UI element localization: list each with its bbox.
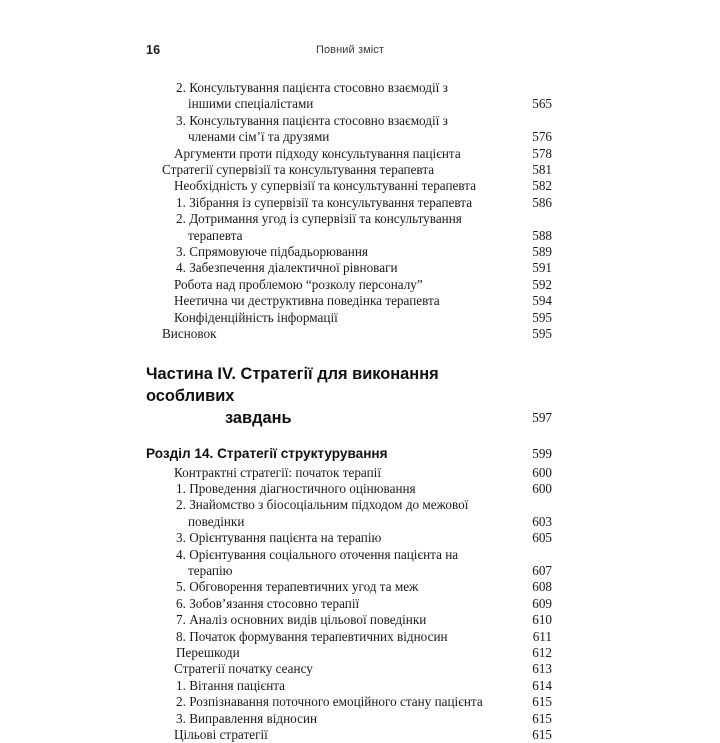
- toc-page-number: 595: [532, 326, 552, 342]
- toc-page-number: 594: [532, 293, 552, 309]
- toc-entry-label: Контрактні стратегії: початок терапії: [174, 464, 381, 480]
- toc-page-number: 607: [532, 562, 552, 578]
- running-head-title: Повний зміст: [315, 44, 385, 56]
- toc-page-number: 586: [532, 194, 552, 210]
- toc-entry[interactable]: [174, 661, 552, 677]
- toc-entry-label: 6. Зобов’язання стосовно терапії: [176, 595, 360, 611]
- toc-entry-label: 1. Зібрання із супервізії та консультування терапевта: [176, 194, 473, 210]
- toc-page-number: 615: [532, 694, 552, 710]
- toc-entry-label: Стратегії супервізії та консультування терапевта: [162, 162, 435, 178]
- toc-entry[interactable]: [176, 711, 552, 727]
- toc-entry-label: 3. Виправлення відносин: [176, 710, 318, 726]
- toc-page-number: 613: [532, 661, 552, 677]
- toc-part-title-line1: Частина IV. Стратегії для виконання особливих: [146, 364, 439, 405]
- toc-entry[interactable]: [174, 727, 552, 743]
- toc-entry-label: Стратегії початку сеансу: [174, 661, 313, 677]
- toc-entry[interactable]: [176, 579, 552, 595]
- toc-entry-label: 2. Консультування пацієнта стосовно взаємодії з іншими спеціалістами: [176, 80, 448, 112]
- toc-page-number: 588: [532, 227, 552, 243]
- toc-part-title-line2: завдань: [225, 408, 292, 427]
- toc-entry[interactable]: [176, 596, 552, 612]
- running-header: [146, 43, 554, 61]
- toc-entry-label: 2. Дотримання угод із супервізії та консультування терапевта: [176, 211, 462, 243]
- toc-entry-label: 1. Проведення діагностичного оцінювання: [176, 480, 416, 496]
- toc-page-number: 578: [532, 145, 552, 161]
- toc-entry[interactable]: [176, 497, 552, 530]
- toc-entry[interactable]: [176, 645, 552, 661]
- toc-entry-label: 3. Орієнтування пацієнта на терапію: [176, 530, 382, 546]
- toc-entry[interactable]: [174, 465, 552, 481]
- toc-entry[interactable]: [176, 195, 552, 211]
- toc-chapter-heading[interactable]: [146, 445, 552, 463]
- toc-page-number: 565: [532, 96, 552, 112]
- toc-entry[interactable]: [176, 678, 552, 694]
- toc-page-number: 611: [532, 628, 552, 644]
- toc-entry[interactable]: [174, 293, 552, 309]
- toc-page-number: 576: [532, 129, 552, 145]
- toc-page-number: 615: [532, 710, 552, 726]
- toc-entry-label: Робота над проблемою “розколу персоналу”: [174, 276, 423, 292]
- toc-page-number: 589: [532, 244, 552, 260]
- toc-entry-label: 2. Знайомство з біосоціальним підходом до межової поведінки: [176, 497, 469, 529]
- toc-page-number: 610: [532, 612, 552, 628]
- toc-entry-label: 3. Спрямовуюче підбадьорювання: [176, 244, 368, 260]
- toc-entry-label: Аргументи проти підходу консультування пацієнта: [174, 145, 461, 161]
- toc-page-number: 599: [532, 445, 552, 461]
- toc-entry[interactable]: [174, 178, 552, 194]
- toc-entry-label: 1. Вітання пацієнта: [176, 677, 286, 693]
- toc-page-number: 612: [532, 644, 552, 660]
- toc-entry[interactable]: [176, 211, 552, 244]
- toc-entry-label: Висновок: [162, 326, 217, 342]
- toc-entry[interactable]: [174, 310, 552, 326]
- toc-entry-label: Необхідність у супервізії та консультуванні терапевта: [174, 178, 477, 194]
- table-of-contents: [146, 80, 552, 743]
- toc-page-number: 581: [532, 162, 552, 178]
- toc-entry-label: 7. Аналіз основних видів цільової поведінки: [176, 612, 427, 628]
- page-folio-number: 16: [146, 43, 161, 57]
- toc-entry[interactable]: [176, 694, 552, 710]
- toc-page-number: 592: [532, 276, 552, 292]
- toc-page-number: 614: [532, 677, 552, 693]
- toc-entry-label: 5. Обговорення терапевтичних угод та меж: [176, 579, 419, 595]
- toc-part-heading[interactable]: [146, 363, 552, 429]
- toc-entry-label: 2. Розпізнавання поточного емоційного стану пацієнта: [176, 694, 483, 710]
- toc-entry-label: 4. Забезпечення діалектичної рівноваги: [176, 260, 398, 276]
- toc-page-number: 600: [532, 464, 552, 480]
- toc-entry[interactable]: [176, 80, 552, 113]
- toc-entry[interactable]: [176, 530, 552, 546]
- toc-entry[interactable]: [176, 547, 552, 580]
- toc-entry-label: 4. Орієнтування соціального оточення пацієнта на терапію: [176, 546, 459, 578]
- toc-page-number: 595: [532, 309, 552, 325]
- toc-entry-label: Перешкоди: [176, 644, 240, 660]
- toc-entry[interactable]: [162, 162, 552, 178]
- toc-page-number: 597: [532, 409, 552, 425]
- toc-entry-label: Неетична чи деструктивна поведінка терапевта: [174, 293, 440, 309]
- toc-entry-label: Конфіденційність інформації: [174, 309, 338, 325]
- toc-entry[interactable]: [174, 146, 552, 162]
- toc-entry[interactable]: [176, 244, 552, 260]
- toc-page-number: 591: [532, 260, 552, 276]
- toc-page-number: 582: [532, 178, 552, 194]
- toc-entry[interactable]: [174, 277, 552, 293]
- toc-entry[interactable]: [162, 326, 552, 342]
- toc-page-number: 603: [532, 513, 552, 529]
- toc-entry-label: Цільові стратегії: [174, 727, 268, 742]
- toc-chapter-title: Розділ 14. Стратегії структурування: [146, 445, 388, 461]
- toc-page-number: 608: [532, 579, 552, 595]
- toc-page-number: 609: [532, 595, 552, 611]
- toc-entry[interactable]: [176, 260, 552, 276]
- toc-entry-label: 8. Початок формування терапевтичних відносин: [176, 628, 448, 644]
- toc-page-number: 615: [532, 727, 552, 742]
- toc-entry[interactable]: [176, 113, 552, 146]
- toc-page-number: 600: [532, 480, 552, 496]
- toc-entry[interactable]: [176, 612, 552, 628]
- toc-entry[interactable]: [176, 481, 552, 497]
- toc-entry[interactable]: [176, 629, 552, 645]
- toc-entry-label: 3. Консультування пацієнта стосовно взаємодії з членами сім’ї та друзями: [176, 112, 448, 145]
- toc-page-number: 605: [532, 530, 552, 546]
